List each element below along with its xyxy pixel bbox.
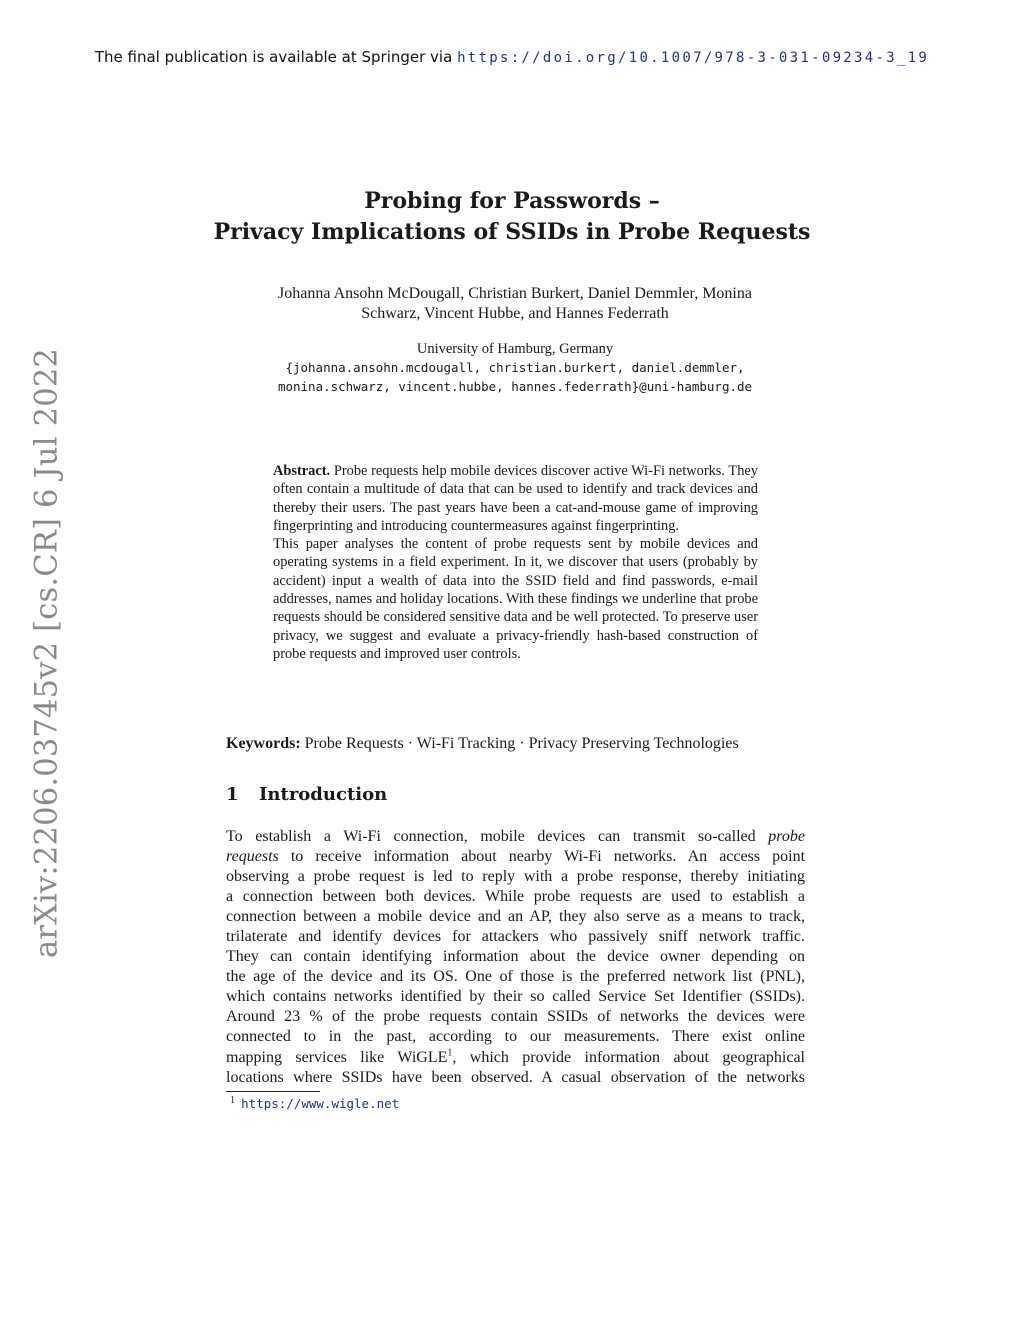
title-line-2: Privacy Implications of SSIDs in Probe Requests bbox=[213, 219, 811, 245]
affiliation: University of Hamburg, Germany bbox=[416, 341, 614, 357]
body-line: Around 23 % of the probe requests contain SSIDs of networks the devices were bbox=[226, 1008, 805, 1026]
body-line: a connection between both devices. While probe requests are used to establish a bbox=[226, 888, 805, 906]
emphasis-probe: probe bbox=[768, 828, 805, 845]
body-line: requests to receive information about nearby Wi-Fi networks. An access point bbox=[226, 848, 806, 866]
keywords bbox=[226, 735, 806, 753]
publication-notice bbox=[0, 48, 1024, 66]
body-line: connection between a mobile device and an AP, they also serve as a means to track, bbox=[226, 908, 805, 926]
authors-line-1: Johanna Ansohn McDougall, Christian Burkert, Daniel Demmler, Monina bbox=[278, 285, 752, 302]
doi-link[interactable]: https://doi.org/10.1007/978-3-031-09234-3_19 bbox=[457, 50, 930, 66]
paper-title bbox=[0, 186, 1024, 248]
section-heading bbox=[226, 784, 387, 805]
keywords-label: Keywords: bbox=[226, 735, 301, 752]
body-line: connected to in the past, according to our measurements. There exist online bbox=[226, 1028, 805, 1046]
body-line: They can contain identifying information about the device owner depending on bbox=[226, 948, 805, 966]
arxiv-id: arXiv:2206.03745v2 [cs.CR] 6 Jul 2022 bbox=[29, 347, 65, 958]
emphasis-requests: requests bbox=[226, 848, 279, 866]
body-line: observing a probe request is led to reply with a probe response, thereby initiating bbox=[226, 868, 805, 886]
body-line: locations where SSIDs have been observed. A casual observation of the networks bbox=[226, 1068, 805, 1086]
title-line-1: Probing for Passwords – bbox=[364, 188, 660, 214]
body-line: the age of the device and its OS. One of those is the preferred network list (PNL), bbox=[226, 968, 805, 986]
authors-line-2: Schwarz, Vincent Hubbe, and Hannes Federrath bbox=[361, 305, 669, 322]
publication-notice-text: The final publication is available at Springer via bbox=[94, 48, 458, 66]
arxiv-sidebar bbox=[29, 347, 65, 958]
author-list bbox=[0, 284, 1024, 324]
footnote-marker[interactable]: 1 bbox=[447, 1047, 453, 1059]
footnote-divider bbox=[226, 1091, 320, 1092]
keywords-text: Probe Requests · Wi-Fi Tracking · Privacy Preserving Technologies bbox=[304, 735, 739, 752]
introduction-text bbox=[226, 827, 805, 1088]
author-emails bbox=[0, 358, 1024, 396]
abstract-text-1: Probe requests help mobile devices discover active Wi-Fi networks. They often contain a multitude of data that can be used to identify and track devices and thereby their users. The past years have been a cat-and-mouse game of improving fingerprinting and introducing countermeasures against fingerprinting. bbox=[273, 463, 758, 534]
footnote bbox=[230, 1095, 399, 1112]
section-number: 1 bbox=[226, 784, 239, 805]
footnote-link[interactable]: https://www.wigle.net bbox=[241, 1096, 400, 1112]
body-line: which contains networks identified by their so called Service Set Identifier (SSIDs). bbox=[226, 988, 805, 1006]
emails-line-2: monina.schwarz, vincent.hubbe, hannes.federrath}@uni-hamburg.de bbox=[277, 379, 753, 394]
abstract bbox=[273, 462, 758, 663]
footnote-number: 1 bbox=[230, 1095, 235, 1106]
body-line: To establish a Wi-Fi connection, mobile devices can transmit so-called probe bbox=[226, 828, 805, 845]
abstract-paragraph-2: This paper analyses the content of probe requests sent by mobile devices and operating systems in a field experiment. In it, we discover that users (probably by accident) input a wealth of data into the SSID field and find passwords, e-mail addresses, names and holiday locations. With these findings we underline that probe requests should be considered sensitive data and be well protected. To preserve user privacy, we suggest and evaluate a privacy-friendly hash-based construction of probe requests and improved user controls. bbox=[273, 536, 758, 662]
body-line: mapping services like WiGLE$^1$, which provide information about geographical bbox=[226, 1047, 806, 1066]
abstract-label: Abstract. bbox=[273, 463, 331, 479]
emails-line-1: {johanna.ansohn.mcdougall, christian.burkert, daniel.demmler, bbox=[285, 360, 745, 375]
body-line: trilaterate and identify devices for attackers who passively sniff network traffic. bbox=[226, 928, 805, 946]
abstract-paragraph-1 bbox=[273, 462, 758, 535]
section-title: Introduction bbox=[259, 784, 388, 805]
